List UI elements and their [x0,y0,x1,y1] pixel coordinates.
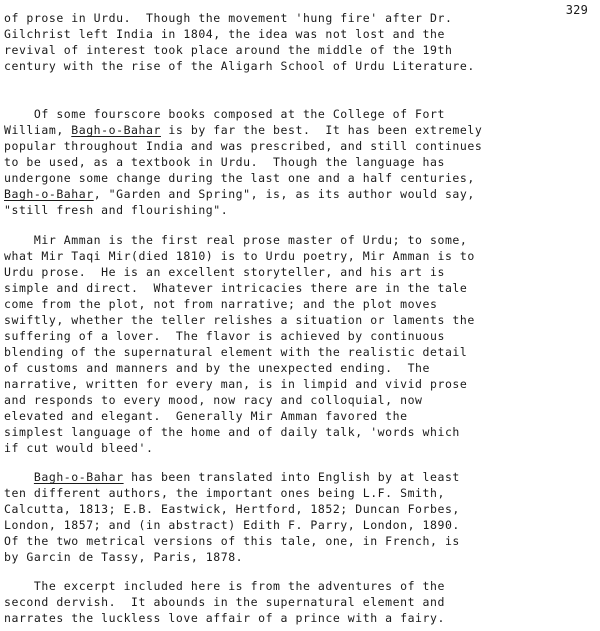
text-line: Bagh-o-Bahar, "Garden and Spring", is, as its author would say, [4,187,475,201]
text-line: to be used, as a textbook in Urdu. Though the language has [4,155,445,169]
book-title-underlined: Bagh-o-Bahar [4,187,94,201]
text-line: of customs and manners and by the unexpected ending. The [4,361,430,375]
book-title-underlined: Bagh-o-Bahar [71,123,161,137]
text-line: if cut would bleed'. [4,441,154,455]
text-line: London, 1857; and (in abstract) Edith F. Parry, London, 1890. [4,518,460,532]
text-line: Of some fourscore books composed at the College of Fort [4,107,445,121]
text-line: ten different authors, the important ones being L.F. Smith, [4,486,445,500]
text-line: "still fresh and flourishing". [4,203,229,217]
text-line: come from the plot, not from narrative; and the plot moves [4,297,438,311]
text-line: of prose in Urdu. Though the movement 'hung fire' after Dr. [4,11,453,25]
text-line: Of the two metrical versions of this tale, one, in French, is [4,534,460,548]
text-line: William, Bagh-o-Bahar is by far the best. It has been extremely [4,123,483,137]
text-line: narrative, written for every man, is in limpid and vivid prose [4,377,468,391]
text-line: century with the rise of the Aligarh School of Urdu Literature. [4,59,475,73]
text-line: Gilchrist left India in 1804, the idea was not lost and the [4,27,445,41]
text-line: The excerpt included here is from the adventures of the [4,579,445,593]
text-line: and responds to every mood, now racy and colloquial, now [4,393,423,407]
text-line: suffering of a lover. The flavor is achieved by continuous [4,329,445,343]
text-line: Calcutta, 1813; E.B. Eastwick, Hertford, 1852; Duncan Forbes, [4,502,460,516]
text-line: second dervish. It abounds in the supernatural element and [4,595,445,609]
text-line: Mir Amman is the first real prose master of Urdu; to some, [4,233,468,247]
text-line: simple and direct. Whatever intricacies there are in the tale [4,281,468,295]
text-line: blending of the supernatural element with the realistic detail [4,345,468,359]
text-line: Urdu prose. He is an excellent storyteller, and his art is [4,265,445,279]
text-line: Bagh-o-Bahar has been translated into English by at least [33,470,460,484]
text-line: undergone some change during the last one and a half centuries, [4,171,475,185]
page-number: 329 [565,3,588,17]
text-line: narrates the luckless love affair of a prince with a fairy. [4,611,445,625]
text-line: simplest language of the home and of daily talk, 'words which [4,425,460,439]
text-line: popular throughout India and was prescribed, and still continues [4,139,483,153]
text-line: elevated and elegant. Generally Mir Amman favored the [4,409,408,423]
book-title-underlined: Bagh-o-Bahar [33,470,124,484]
text-line: revival of interest took place around the middle of the 19th [4,43,453,57]
text-line: what Mir Taqi Mir(died 1810) is to Urdu poetry, Mir Amman is to [4,249,475,263]
text-line: swiftly, whether the teller relishes a situation or laments the [4,313,475,327]
text-line: by Garcin de Tassy, Paris, 1878. [4,550,244,564]
